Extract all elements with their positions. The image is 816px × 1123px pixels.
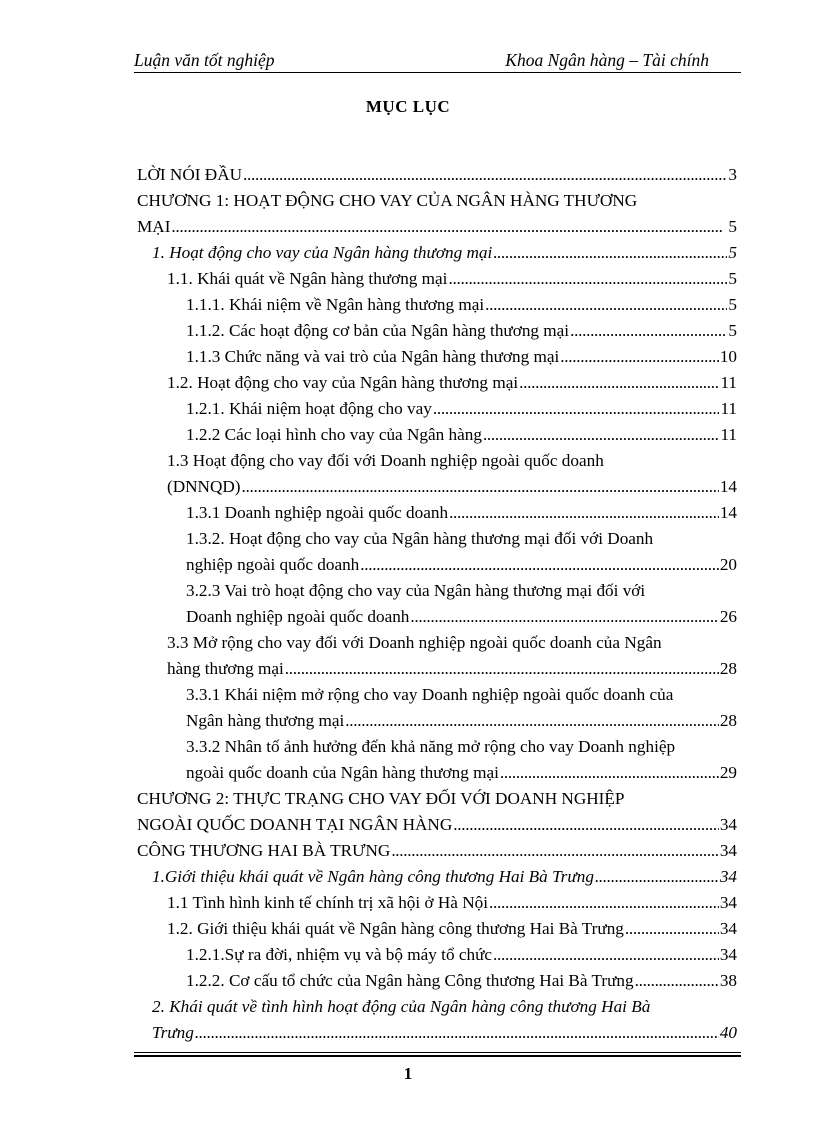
toc-page-number: 5 (728, 243, 737, 262)
running-header (134, 48, 741, 73)
toc-page-number: 5 (728, 269, 737, 288)
toc-entry-text: 1.3.2. Hoạt động cho vay của Ngân hàng thương mại đối với Doanh (186, 529, 654, 548)
toc-entry-text: hàng thương mại (167, 659, 284, 678)
toc-entry-text: 1.1. Khái quát về Ngân hàng thương mại (167, 269, 448, 288)
toc-page-number: 40 (719, 1023, 737, 1042)
toc-page-number: 11 (720, 425, 737, 444)
toc-page-number: 38 (719, 971, 737, 990)
toc-entry-text: 1.1.3 Chức năng và vai trò của Ngân hàng thương mại (186, 347, 560, 366)
toc-entry-text: 1. Hoạt động cho vay của Ngân hàng thương mại (152, 243, 493, 262)
toc-page-number: 28 (719, 711, 737, 730)
toc-entry-text: 1.1 Tình hình kinh tế chính trị xã hội ở Hà Nội (167, 893, 488, 912)
toc-entry-text: 1.3 Hoạt động cho vay đối với Doanh nghiệp ngoài quốc doanh (167, 451, 604, 470)
header-thesis-label: Luận văn tốt nghiệp (134, 50, 275, 70)
toc-entry-text: 1.2. Giới thiệu khái quát về Ngân hàng công thương Hai Bà Trưng (167, 919, 624, 938)
toc-entry-text: nghiệp ngoài quốc doanh (186, 555, 360, 574)
toc-entry-text: 2. Khái quát về tình hình hoạt động của Ngân hàng công thương Hai Bà (152, 997, 651, 1016)
toc-entry-text: MẠI (137, 217, 171, 236)
page-title: MỤC LỤC (365, 97, 451, 116)
toc-entry-text: CHƯƠNG 1: HOẠT ĐỘNG CHO VAY CỦA NGÂN HÀNG THƯƠNG (137, 191, 638, 210)
toc-entry-text: 1.1.1. Khái niệm về Ngân hàng thương mại (186, 295, 485, 314)
toc-page-number: 20 (719, 555, 737, 574)
toc-entry-text: 1.2.2 Các loại hình cho vay của Ngân hàng (186, 425, 482, 444)
toc-page-number: 3 (728, 165, 737, 184)
toc-page-number: 14 (719, 477, 737, 496)
toc-entry-text: 1.1.2. Các hoạt động cơ bản của Ngân hàng thương mại (186, 321, 570, 340)
toc-page-number: 5 (728, 295, 737, 314)
toc-page-number: 26 (719, 607, 737, 626)
toc-entry-text: 1.3.1 Doanh nghiệp ngoài quốc doanh (186, 503, 449, 522)
toc-leader (195, 1022, 719, 1044)
toc-entry[interactable] (152, 1014, 737, 1044)
toc-page-number: 5 (728, 217, 737, 236)
toc-page-number: 11 (720, 399, 737, 418)
toc-entry-text: 1.2. Hoạt động cho vay của Ngân hàng thương mại (167, 373, 519, 392)
toc-page-number: 10 (719, 347, 737, 366)
toc-entry-text: Trưng (152, 1023, 194, 1042)
toc-page-number: 34 (719, 841, 737, 860)
toc-page-number: 11 (720, 373, 737, 392)
toc-page-number: 29 (719, 763, 737, 782)
toc-entry-text: 3.2.3 Vai trò hoạt động cho vay của Ngân hàng thương mại đối với (186, 581, 646, 600)
toc-entry-text: 3.3.1 Khái niệm mở rộng cho vay Doanh nghiệp ngoài quốc doanh của (186, 685, 674, 704)
toc-entry-text: Doanh nghiệp ngoài quốc doanh (186, 607, 410, 626)
toc-page-number: 28 (719, 659, 737, 678)
toc-entry-text: 1.2.1. Khái niệm hoạt động cho vay (186, 399, 432, 418)
toc-entry-text: 3.3 Mở rộng cho vay đối với Doanh nghiệp ngoài quốc doanh của Ngân (167, 633, 662, 652)
toc-page-number: 34 (719, 945, 737, 964)
footer-rule (134, 1052, 741, 1057)
toc-page-number: 34 (719, 919, 737, 938)
toc-entry-text: CÔNG THƯƠNG HAI BÀ TRƯNG (137, 841, 391, 860)
toc-entry-text: 3.3.2 Nhân tố ảnh hưởng đến khả năng mở rộng cho vay Doanh nghiệp (186, 737, 676, 756)
toc-entry-text: 1.2.2. Cơ cấu tổ chức của Ngân hàng Công thương Hai Bà Trưng (186, 971, 634, 990)
toc-entry-text: LỜI NÓI ĐẦU (137, 165, 243, 184)
toc-entry-text: ngoài quốc doanh của Ngân hàng thương mại (186, 763, 499, 782)
toc-page-number: 34 (719, 893, 737, 912)
page-number: 1 (403, 1064, 413, 1083)
toc-page-number: 5 (728, 321, 737, 340)
toc-page-number: 34 (719, 867, 737, 886)
toc-entry-text: CHƯƠNG 2: THỰC TRẠNG CHO VAY ĐỐI VỚI DOANH NGHIỆP (137, 789, 625, 808)
toc-entry-text: (DNNQD) (167, 477, 241, 496)
toc-page-number: 34 (719, 815, 737, 834)
toc-entry-text: NGOÀI QUỐC DOANH TẠI NGÂN HÀNG (137, 815, 453, 834)
toc-entry-text: Ngân hàng thương mại (186, 711, 345, 730)
toc-page-number: 14 (719, 503, 737, 522)
toc-entry-text: 1.Giới thiệu khái quát về Ngân hàng công thương Hai Bà Trưng (152, 867, 594, 886)
header-faculty-label: Khoa Ngân hàng – Tài chính (505, 50, 709, 70)
toc-entry-text: 1.2.1.Sự ra đời, nhiệm vụ và bộ máy tổ chức (186, 945, 493, 964)
